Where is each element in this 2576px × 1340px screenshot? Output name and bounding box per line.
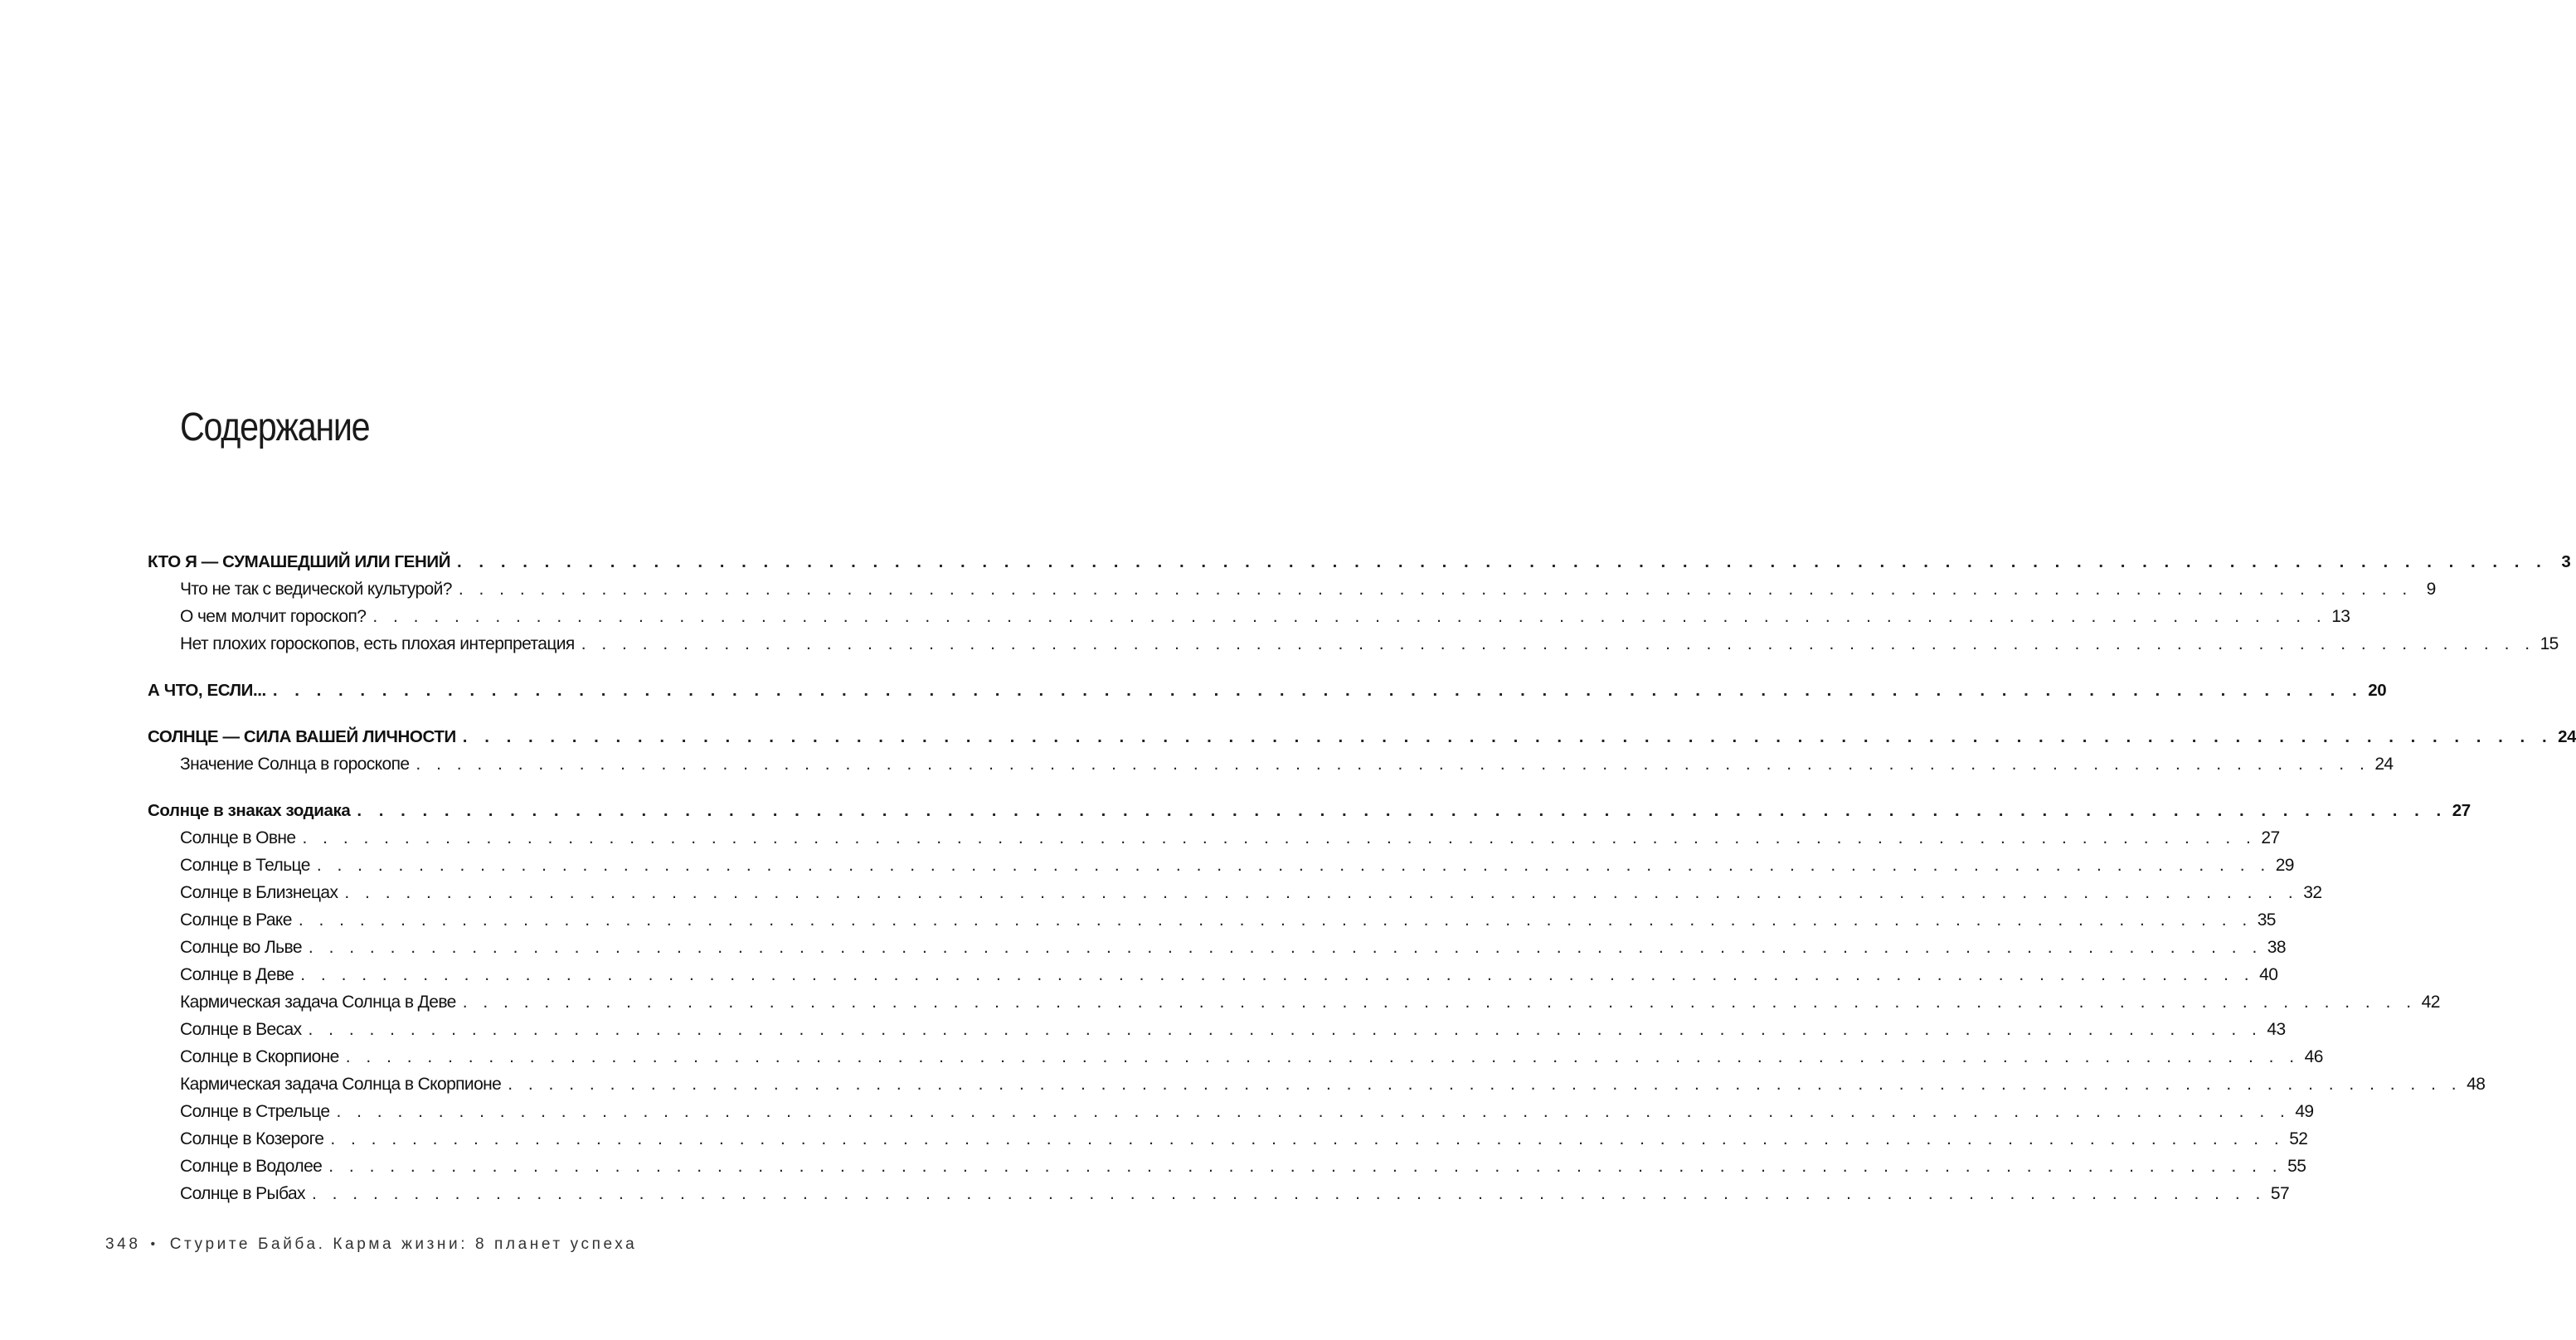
toc-section <box>148 548 2571 658</box>
toc-page-number: 57 <box>2270 1184 2290 1203</box>
toc-dot-leader: . . . . . . . . . . . . . . . . . . . . . . . . . . . . . . . . . . . . . . . . . . . . . . . . . . . . . . . . . . . . . . . . . . . . . . . . . . . . . . . . . . . . . . . . . . . . . . . . <box>330 1129 2285 1148</box>
toc-entry-row[interactable] <box>148 988 2440 1016</box>
toc-page-number: 29 <box>2275 856 2294 875</box>
toc-dot-leader: . . . . . . . . . . . . . . . . . . . . . . . . . . . . . . . . . . . . . . . . . . . . . . . . . . . . . . . . . . . . . . . . . . . . . . . . . . . . . . . . . . . . . . . . . . . . . . . . <box>272 681 2364 700</box>
toc-entry-title: Значение Солнца в гороскопе <box>180 755 410 774</box>
toc-dot-leader: . . . . . . . . . . . . . . . . . . . . . . . . . . . . . . . . . . . . . . . . . . . . . . . . . . . . . . . . . . . . . . . . . . . . . . . . . . . . . . . . . . . . . . . . . . . . . . . . <box>372 607 2327 626</box>
toc-entry-title: Солнце в Овне <box>180 828 296 847</box>
toc-chapter-row[interactable] <box>148 677 2387 704</box>
toc-entry-title: Солнце в Весах <box>180 1020 302 1039</box>
toc-entry-row[interactable] <box>148 1043 2323 1071</box>
toc-dot-leader: . . . . . . . . . . . . . . . . . . . . . . . . . . . . . . . . . . . . . . . . . . . . . . . . . . . . . . . . . . . . . . . . . . . . . . . . . . . . . . . . . . . . . . . . . . . . . . . . <box>316 856 2271 875</box>
footer-page-number: 348 <box>105 1236 141 1253</box>
toc-entry-title: Солнце в Деве <box>180 965 294 984</box>
toc-chapter-title: А ЧТО, ЕСЛИ... <box>148 681 266 700</box>
toc-entry-row[interactable] <box>148 1180 2290 1207</box>
toc-entry-title: Солнце в Раке <box>180 910 292 930</box>
toc-dot-leader: . . . . . . . . . . . . . . . . . . . . . . . . . . . . . . . . . . . . . . . . . . . . . . . . . . . . . . . . . . . . . . . . . . . . . . . . . . . . . . . . . . . . . . . . . . . . . . . . <box>336 1102 2291 1121</box>
toc-section <box>148 723 2576 778</box>
toc-dot-leader: . . . . . . . . . . . . . . . . . . . . . . . . . . . . . . . . . . . . . . . . . . . . . . . . . . . . . . . . . . . . . . . . . . . . . . . . . . . . . . . . . . . . . . . . . . . . . . . . <box>302 828 2257 847</box>
toc-page-number: 38 <box>2267 938 2286 957</box>
toc-page-number: 3 <box>2561 552 2571 571</box>
toc-entry-row[interactable] <box>148 906 2276 934</box>
toc-dot-leader: . . . . . . . . . . . . . . . . . . . . . . . . . . . . . . . . . . . . . . . . . . . . . . . . . . . . . . . . . . . . . . . . . . . . . . . . . . . . . . . . . . . . . . . . . . . . . . . . <box>308 938 2263 957</box>
toc-page-number: 24 <box>2374 755 2394 774</box>
toc-page-number: 20 <box>2368 681 2387 700</box>
toc-page-number: 27 <box>2261 828 2280 847</box>
toc-dot-leader: . . . . . . . . . . . . . . . . . . . . . . . . . . . . . . . . . . . . . . . . . . . . . . . . . . . . . . . . . . . . . . . . . . . . . . . . . . . . . . . . . . . . . . . . . . . . . . . . <box>462 727 2554 746</box>
toc-section <box>148 677 2387 704</box>
footer-bullet: • <box>150 1237 158 1251</box>
toc-chapter-title: СОЛНЦЕ — СИЛА ВАШЕЙ ЛИЧНОСТИ <box>148 727 456 746</box>
toc-page-number: 32 <box>2303 883 2322 902</box>
toc-entry-row[interactable] <box>148 824 2280 852</box>
toc-entry-title: Солнце в Козероге <box>180 1129 324 1148</box>
toc-chapter-row[interactable] <box>148 548 2571 575</box>
page-footer <box>105 1236 637 1254</box>
toc-dot-leader: . . . . . . . . . . . . . . . . . . . . . . . . . . . . . . . . . . . . . . . . . . . . . . . . . . . . . . . . . . . . . . . . . . . . . . . . . . . . . . . . . . . . . . . . . . . . . . . . <box>300 965 2255 984</box>
toc-dot-leader: . . . . . . . . . . . . . . . . . . . . . . . . . . . . . . . . . . . . . . . . . . . . . . . . . . . . . . . . . . . . . . . . . . . . . . . . . . . . . . . . . . . . . . . . . . . . . . . . <box>344 883 2299 902</box>
toc-entry-title: Солнце в Близнецах <box>180 883 338 902</box>
toc-page-number: 55 <box>2287 1157 2306 1176</box>
toc-page-number: 42 <box>2421 993 2440 1012</box>
page-title: Содержание <box>180 405 370 449</box>
toc-entry-title: О чем молчит гороскоп? <box>180 607 367 626</box>
toc-page-number: 48 <box>2467 1075 2486 1094</box>
toc-entry-row[interactable] <box>148 575 2436 603</box>
toc-dot-leader: . . . . . . . . . . . . . . . . . . . . . . . . . . . . . . . . . . . . . . . . . . . . . . . . . . . . . . . . . . . . . . . . . . . . . . . . . . . . . . . . . . . . . . . . . . . . . . . . <box>298 910 2253 930</box>
toc-entry-row[interactable] <box>148 1016 2286 1043</box>
toc-dot-leader: . . . . . . . . . . . . . . . . . . . . . . . . . . . . . . . . . . . . . . . . . . . . . . . . . . . . . . . . . . . . . . . . . . . . . . . . . . . . . . . . . . . . . . . . . . . . . . . . <box>457 552 2548 571</box>
toc-chapter-row[interactable] <box>148 797 2471 824</box>
toc-chapter-row[interactable] <box>148 723 2576 750</box>
toc-page-number: 52 <box>2289 1129 2308 1148</box>
toc-entry-title: Что не так с ведической культурой? <box>180 580 452 599</box>
toc-entry-row[interactable] <box>148 1071 2486 1098</box>
toc-entry-title: Солнце в Водолее <box>180 1157 323 1176</box>
toc-entry-title: Нет плохих гороскопов, есть плохая интерпретация <box>180 634 575 653</box>
toc-dot-leader: . . . . . . . . . . . . . . . . . . . . . . . . . . . . . . . . . . . . . . . . . . . . . . . . . . . . . . . . . . . . . . . . . . . . . . . . . . . . . . . . . . . . . . . . . . . . . . . . <box>458 580 2413 599</box>
toc-section <box>148 797 2486 1207</box>
toc-entry-row[interactable] <box>148 750 2394 778</box>
toc-dot-leader: . . . . . . . . . . . . . . . . . . . . . . . . . . . . . . . . . . . . . . . . . . . . . . . . . . . . . . . . . . . . . . . . . . . . . . . . . . . . . . . . . . . . . . . . . . . . . . . . <box>508 1075 2462 1094</box>
toc-page-number: 49 <box>2295 1102 2314 1121</box>
toc-dot-leader: . . . . . . . . . . . . . . . . . . . . . . . . . . . . . . . . . . . . . . . . . . . . . . . . . . . . . . . . . . . . . . . . . . . . . . . . . . . . . . . . . . . . . . . . . . . . . . . . <box>462 993 2417 1012</box>
toc-entry-row[interactable] <box>148 1098 2314 1125</box>
toc-page-number: 46 <box>2304 1047 2323 1066</box>
toc-entry-row[interactable] <box>148 961 2278 988</box>
toc-page-number: 13 <box>2331 607 2350 626</box>
toc-entry-row[interactable] <box>148 879 2322 906</box>
toc-dot-leader: . . . . . . . . . . . . . . . . . . . . . . . . . . . . . . . . . . . . . . . . . . . . . . . . . . . . . . . . . . . . . . . . . . . . . . . . . . . . . . . . . . . . . . . . . . . . . . . . <box>328 1157 2283 1176</box>
toc-dot-leader: . . . . . . . . . . . . . . . . . . . . . . . . . . . . . . . . . . . . . . . . . . . . . . . . . . . . . . . . . . . . . . . . . . . . . . . . . . . . . . . . . . . . . . . . . . . . . . . . <box>357 801 2447 820</box>
toc-entry-row[interactable] <box>148 852 2294 879</box>
toc-chapter-title: КТО Я — СУМАШЕДШИЙ ИЛИ ГЕНИЙ <box>148 552 451 571</box>
toc-entry-title: Кармическая задача Солнца в Деве <box>180 993 456 1012</box>
toc-entry-title: Солнце в Тельце <box>180 856 310 875</box>
toc-page-number: 27 <box>2452 801 2471 820</box>
toc-dot-leader: . . . . . . . . . . . . . . . . . . . . . . . . . . . . . . . . . . . . . . . . . . . . . . . . . . . . . . . . . . . . . . . . . . . . . . . . . . . . . . . . . . . . . . . . . . . . . . . . <box>581 634 2535 653</box>
toc-entry-title: Солнце во Льве <box>180 938 302 957</box>
toc-page-number: 35 <box>2257 910 2276 930</box>
footer-running-title: Стурите Байба. Карма жизни: 8 планет успеха <box>169 1236 638 1253</box>
table-of-contents <box>148 548 2576 1207</box>
toc-entry-row[interactable] <box>148 1153 2306 1180</box>
toc-dot-leader: . . . . . . . . . . . . . . . . . . . . . . . . . . . . . . . . . . . . . . . . . . . . . . . . . . . . . . . . . . . . . . . . . . . . . . . . . . . . . . . . . . . . . . . . . . . . . . . . <box>311 1184 2266 1203</box>
toc-page-number: 43 <box>2267 1020 2286 1039</box>
toc-entry-row[interactable] <box>148 1125 2308 1153</box>
toc-page-number: 9 <box>2426 580 2436 599</box>
toc-page-number: 24 <box>2558 727 2576 746</box>
toc-page-number: 15 <box>2540 634 2559 653</box>
toc-entry-title: Солнце в Стрельце <box>180 1102 330 1121</box>
toc-chapter-title: Солнце в знаках зодиака <box>148 801 351 820</box>
toc-entry-title: Солнце в Скорпионе <box>180 1047 339 1066</box>
toc-entry-row[interactable] <box>148 934 2286 961</box>
toc-dot-leader: . . . . . . . . . . . . . . . . . . . . . . . . . . . . . . . . . . . . . . . . . . . . . . . . . . . . . . . . . . . . . . . . . . . . . . . . . . . . . . . . . . . . . . . . . . . . . . . . <box>345 1047 2300 1066</box>
toc-entry-row[interactable] <box>148 630 2559 658</box>
toc-dot-leader: . . . . . . . . . . . . . . . . . . . . . . . . . . . . . . . . . . . . . . . . . . . . . . . . . . . . . . . . . . . . . . . . . . . . . . . . . . . . . . . . . . . . . . . . . . . . . . . . <box>308 1020 2263 1039</box>
toc-page-number: 40 <box>2259 965 2278 984</box>
toc-entry-row[interactable] <box>148 603 2350 630</box>
toc-dot-leader: . . . . . . . . . . . . . . . . . . . . . . . . . . . . . . . . . . . . . . . . . . . . . . . . . . . . . . . . . . . . . . . . . . . . . . . . . . . . . . . . . . . . . . . . . . . . . . . . <box>416 755 2370 774</box>
toc-entry-title: Кармическая задача Солнца в Скорпионе <box>180 1075 502 1094</box>
toc-entry-title: Солнце в Рыбах <box>180 1184 305 1203</box>
